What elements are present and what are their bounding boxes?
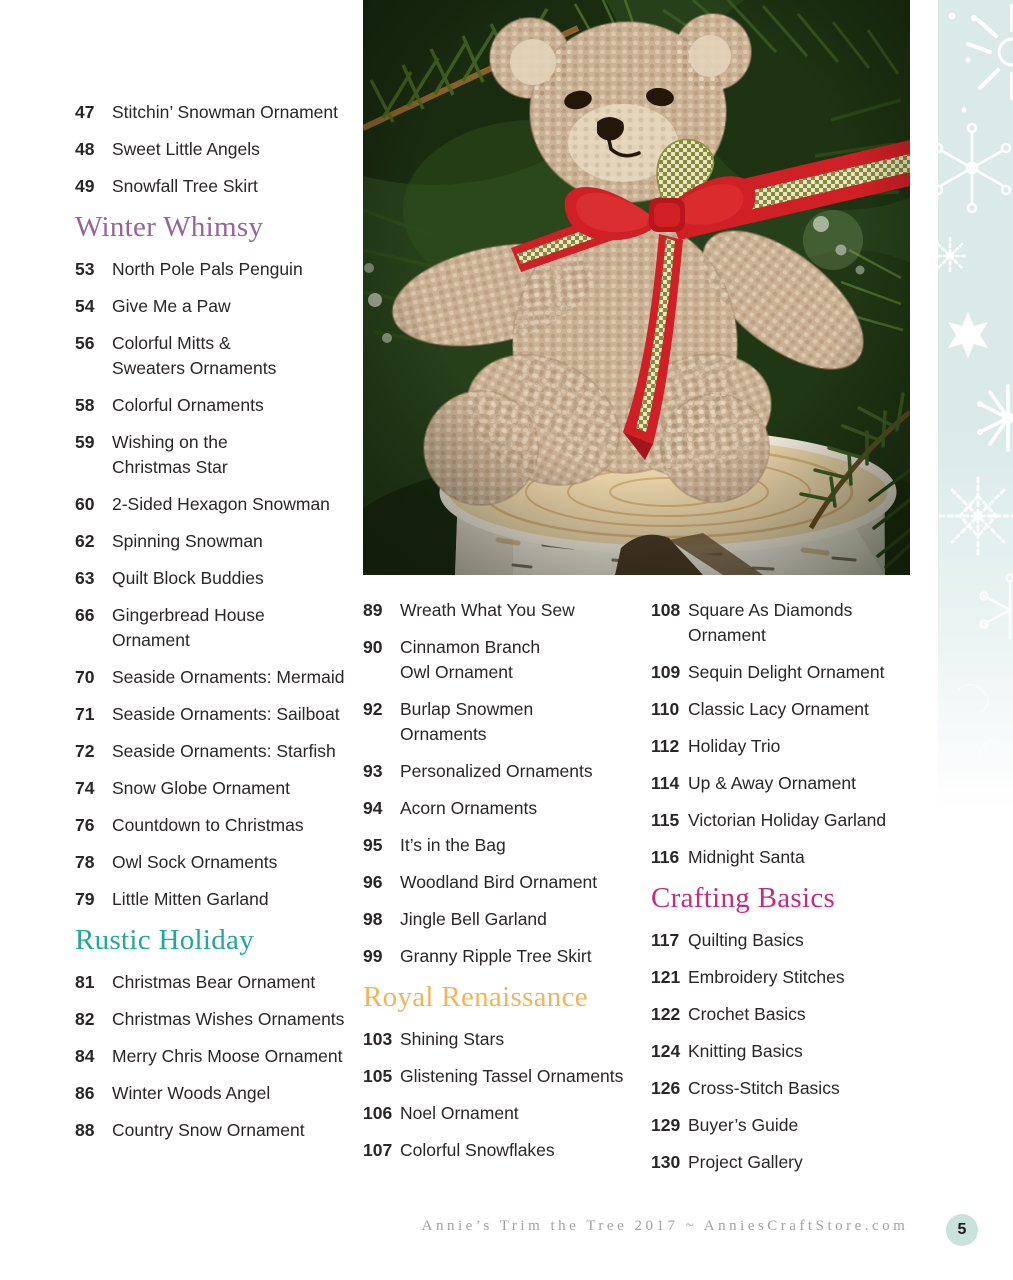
toc-entry	[75, 100, 367, 125]
toc-entry-title: Colorful Ornaments	[112, 395, 264, 415]
toc-entry	[75, 1007, 367, 1032]
toc-entry	[75, 393, 367, 418]
toc-entry-page-number: 88	[75, 1120, 95, 1140]
toc-entry	[75, 331, 367, 381]
toc-entry-page-number: 112	[651, 736, 680, 756]
toc-entry	[363, 870, 635, 895]
toc-entry-title: Merry Chris Moose Ornament	[112, 1046, 343, 1066]
toc-entry	[363, 944, 635, 969]
section-heading-royal-renaissance: Royal Renaissance	[363, 981, 588, 1013]
toc-entry-page-number: 114	[651, 773, 680, 793]
toc-entry-title: Embroidery Stitches	[688, 967, 845, 987]
toc-entry-page-number: 66	[75, 605, 95, 625]
toc-entry	[651, 845, 951, 870]
toc-entry-page-number: 89	[363, 600, 383, 620]
toc-entry-page-number: 106	[363, 1103, 393, 1123]
toc-entry-title: Spinning Snowman	[112, 531, 263, 551]
toc-entry-page-number: 109	[651, 662, 681, 682]
teddy-bear-photo	[363, 0, 910, 575]
toc-entry-page-number: 59	[75, 432, 95, 452]
toc-entry	[75, 294, 367, 319]
toc-entry-title: Holiday Trio	[688, 736, 781, 756]
toc-entry-title: Owl Sock Ornaments	[112, 852, 278, 872]
toc-entry-title: It’s in the Bag	[400, 835, 506, 855]
toc-entry-title: Square As Diamonds Ornament	[688, 600, 853, 645]
section-heading-rustic-holiday: Rustic Holiday	[75, 924, 254, 956]
toc-entry	[363, 1064, 635, 1089]
toc-entry-page-number: 130	[651, 1152, 681, 1172]
toc-entry-page-number: 108	[651, 600, 681, 620]
toc-entry-title: North Pole Pals Penguin	[112, 259, 303, 279]
toc-entry-page-number: 74	[75, 778, 95, 798]
toc-entry-title: Woodland Bird Ornament	[400, 872, 598, 892]
toc-entry	[363, 907, 635, 932]
toc-entry-title: Country Snow Ornament	[112, 1120, 305, 1140]
toc-entry	[363, 1027, 635, 1052]
toc-entry	[75, 430, 367, 480]
toc-entry-title: Christmas Wishes Ornaments	[112, 1009, 345, 1029]
toc-entry	[363, 759, 635, 784]
toc-entry-title: Acorn Ornaments	[400, 798, 538, 818]
toc-entry	[75, 665, 367, 690]
toc-entry	[75, 739, 367, 764]
toc-entry	[75, 1118, 367, 1143]
toc-column-right	[651, 598, 951, 1187]
toc-entry	[75, 850, 367, 875]
toc-entry	[651, 928, 951, 953]
toc-entry-page-number: 71	[75, 704, 95, 724]
toc-entry-page-number: 56	[75, 333, 95, 353]
toc-entry	[651, 1002, 951, 1027]
toc-entry	[75, 529, 367, 554]
toc-entry-title: Sweet Little Angels	[112, 139, 260, 159]
toc-entry-page-number: 92	[363, 699, 383, 719]
toc-entry-page-number: 96	[363, 872, 383, 892]
toc-entry	[651, 808, 951, 833]
toc-column-middle	[363, 598, 635, 1175]
toc-entry-title: Wishing on the Christmas Star	[112, 432, 228, 477]
toc-entry	[363, 697, 635, 747]
toc-entry-title: Cross-Stitch Basics	[688, 1078, 840, 1098]
toc-entry-page-number: 129	[651, 1115, 681, 1135]
toc-entry-page-number: 95	[363, 835, 383, 855]
toc-entry-page-number: 86	[75, 1083, 95, 1103]
toc-entry-page-number: 60	[75, 494, 95, 514]
toc-entry-page-number: 105	[363, 1066, 393, 1086]
toc-entry-page-number: 49	[75, 176, 95, 196]
toc-entry	[75, 566, 367, 591]
toc-entry-page-number: 58	[75, 395, 95, 415]
toc-entry-title: Snowfall Tree Skirt	[112, 176, 258, 196]
toc-entry-page-number: 48	[75, 139, 95, 159]
toc-entry-page-number: 81	[75, 972, 95, 992]
toc-entry-title: Gingerbread House Ornament	[112, 605, 265, 650]
toc-entry	[75, 174, 367, 199]
toc-entry	[651, 965, 951, 990]
toc-entry	[363, 1101, 635, 1126]
toc-entry-title: Sequin Delight Ornament	[688, 662, 885, 682]
toc-entry-page-number: 72	[75, 741, 95, 761]
toc-entry	[363, 796, 635, 821]
toc-entry-title: Countdown to Christmas	[112, 815, 304, 835]
toc-entry-page-number: 76	[75, 815, 95, 835]
toc-entry-title: Project Gallery	[688, 1152, 803, 1172]
toc-entry	[75, 1081, 367, 1106]
toc-entry-title: Personalized Ornaments	[400, 761, 593, 781]
toc-entry	[75, 492, 367, 517]
toc-entry	[75, 813, 367, 838]
toc-entry-page-number: 98	[363, 909, 383, 929]
toc-entry-page-number: 53	[75, 259, 95, 279]
toc-entry-page-number: 126	[651, 1078, 681, 1098]
toc-entry-page-number: 115	[651, 810, 680, 830]
toc-entry-page-number: 103	[363, 1029, 393, 1049]
toc-entry-title: Burlap Snowmen Ornaments	[400, 699, 534, 744]
toc-entry	[75, 702, 367, 727]
toc-entry-page-number: 107	[363, 1140, 393, 1160]
toc-entry	[651, 1039, 951, 1064]
toc-entry-title: Crochet Basics	[688, 1004, 806, 1024]
footer-text: Annie’s Trim the Tree 2017 ~ AnniesCraftStore.com	[421, 1218, 909, 1234]
toc-entry	[651, 1150, 951, 1175]
toc-entry-page-number: 90	[363, 637, 383, 657]
toc-entry-title: Colorful Snowflakes	[400, 1140, 555, 1160]
toc-entry-title: 2-Sided Hexagon Snowman	[112, 494, 330, 514]
toc-entry-page-number: 121	[651, 967, 681, 987]
toc-entry-title: Granny Ripple Tree Skirt	[400, 946, 592, 966]
toc-entry-page-number: 79	[75, 889, 95, 909]
toc-entry-page-number: 117	[651, 930, 680, 950]
toc-entry-page-number: 94	[363, 798, 383, 818]
toc-entry-title: Seaside Ornaments: Starfish	[112, 741, 336, 761]
toc-entry	[363, 598, 635, 623]
toc-entry	[75, 776, 367, 801]
toc-entry-page-number: 122	[651, 1004, 681, 1024]
toc-entry-page-number: 124	[651, 1041, 681, 1061]
toc-entry-page-number: 54	[75, 296, 95, 316]
toc-entry	[363, 635, 635, 685]
page-number-badge: 5	[946, 1214, 978, 1246]
toc-entry-title: Winter Woods Angel	[112, 1083, 271, 1103]
section-heading-crafting-basics: Crafting Basics	[651, 882, 836, 914]
section-heading-winter-whimsy: Winter Whimsy	[75, 211, 264, 243]
toc-entry-page-number: 110	[651, 699, 680, 719]
toc-entry-title: Snow Globe Ornament	[112, 778, 291, 798]
toc-entry	[75, 970, 367, 995]
toc-entry-title: Christmas Bear Ornament	[112, 972, 316, 992]
toc-entry-title: Glistening Tassel Ornaments	[400, 1066, 624, 1086]
toc-entry-page-number: 93	[363, 761, 383, 781]
toc-entry-title: Colorful Mitts & Sweaters Ornaments	[112, 333, 277, 378]
toc-entry	[363, 833, 635, 858]
toc-entry-title: Buyer’s Guide	[688, 1115, 799, 1135]
toc-entry-page-number: 116	[651, 847, 680, 867]
toc-entry-title: Quilt Block Buddies	[112, 568, 264, 588]
toc-entry-title: Cinnamon Branch Owl Ornament	[400, 637, 541, 682]
toc-entry	[75, 887, 367, 912]
toc-entry	[651, 1113, 951, 1138]
toc-entry	[75, 257, 367, 282]
toc-entry	[651, 660, 951, 685]
toc-entry-page-number: 84	[75, 1046, 95, 1066]
toc-entry-page-number: 47	[75, 102, 95, 122]
toc-entry-title: Quilting Basics	[688, 930, 804, 950]
toc-entry	[75, 1044, 367, 1069]
toc-entry-title: Shining Stars	[400, 1029, 505, 1049]
toc-entry	[651, 734, 951, 759]
teddy-bear-photo-image	[363, 0, 910, 575]
toc-entry	[75, 137, 367, 162]
toc-entry-title: Knitting Basics	[688, 1041, 803, 1061]
toc-entry-page-number: 63	[75, 568, 95, 588]
toc-entry-title: Give Me a Paw	[112, 296, 231, 316]
toc-entry	[75, 603, 367, 653]
toc-entry-title: Classic Lacy Ornament	[688, 699, 869, 719]
toc-entry	[651, 598, 951, 648]
toc-entry-title: Little Mitten Garland	[112, 889, 269, 909]
toc-entry-page-number: 78	[75, 852, 95, 872]
toc-column-left	[75, 100, 367, 1155]
toc-entry-page-number: 82	[75, 1009, 95, 1029]
toc-entry-title: Up & Away Ornament	[688, 773, 856, 793]
toc-entry-title: Seaside Ornaments: Mermaid	[112, 667, 345, 687]
toc-entry	[651, 1076, 951, 1101]
toc-entry-title: Midnight Santa	[688, 847, 805, 867]
toc-entry	[363, 1138, 635, 1163]
toc-entry-page-number: 62	[75, 531, 95, 551]
toc-entry-title: Jingle Bell Garland	[400, 909, 547, 929]
toc-entry-title: Stitchin’ Snowman Ornament	[112, 102, 338, 122]
toc-entry-page-number: 99	[363, 946, 383, 966]
toc-entry	[651, 771, 951, 796]
toc-entry-page-number: 70	[75, 667, 95, 687]
toc-entry-title: Victorian Holiday Garland	[688, 810, 887, 830]
toc-entry-title: Wreath What You Sew	[400, 600, 575, 620]
toc-entry-title: Seaside Ornaments: Sailboat	[112, 704, 340, 724]
toc-entry-title: Noel Ornament	[400, 1103, 519, 1123]
toc-entry	[651, 697, 951, 722]
